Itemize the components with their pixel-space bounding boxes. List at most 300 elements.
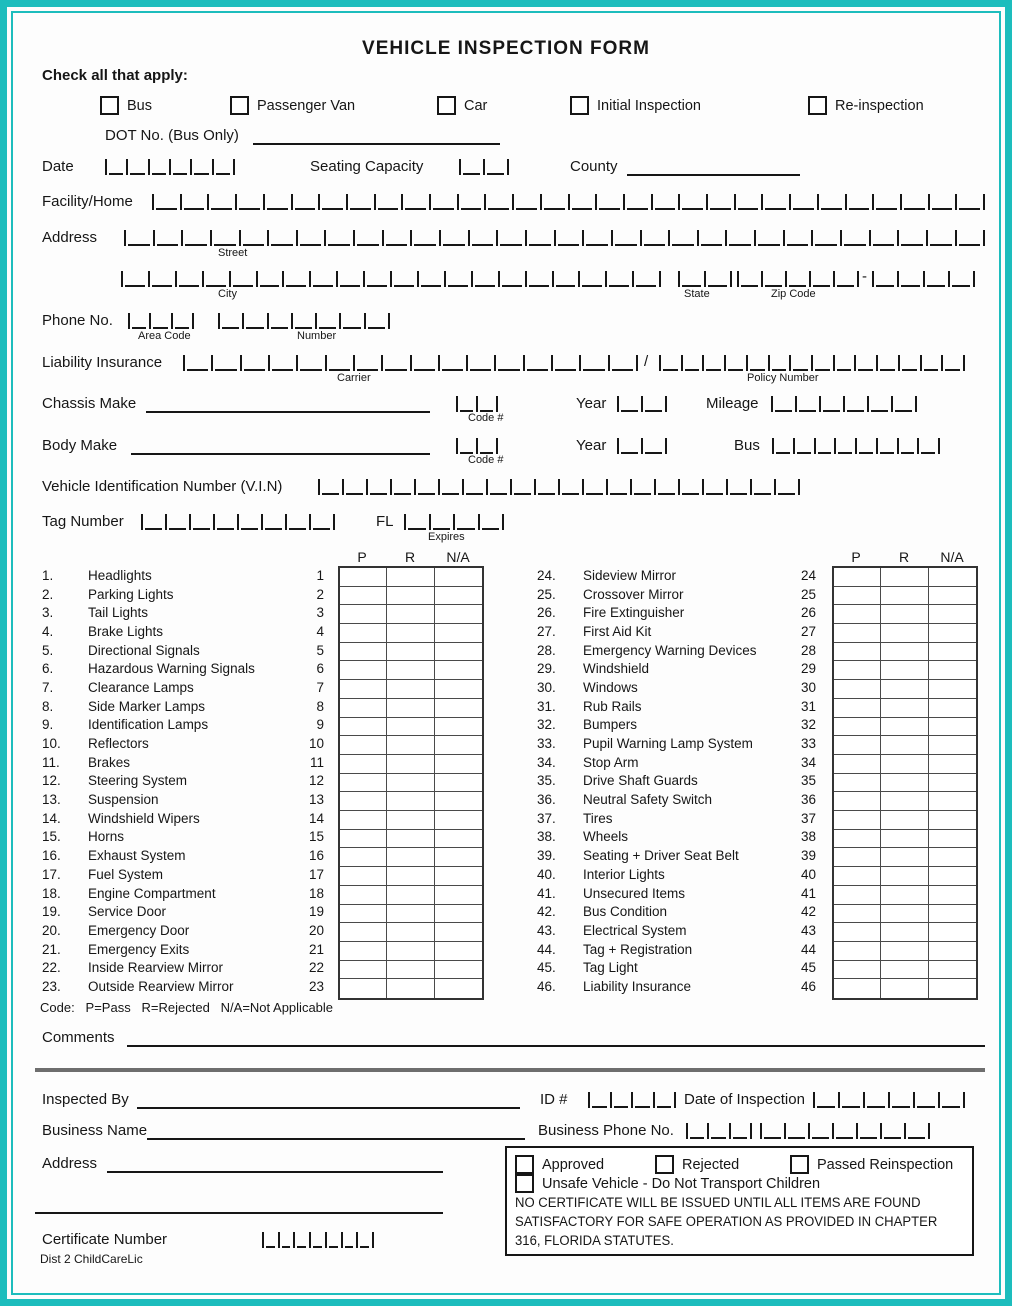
checklist-row bbox=[537, 977, 822, 996]
item-number: 46. bbox=[537, 978, 556, 994]
item-grid-number: 42 bbox=[800, 904, 816, 920]
body-make-label: Body Make bbox=[42, 437, 118, 454]
id-label: ID # bbox=[540, 1091, 568, 1108]
item-number: 39. bbox=[537, 848, 556, 864]
item-label: Crossover Mirror bbox=[583, 586, 684, 602]
item-grid-number: 39 bbox=[800, 848, 816, 864]
item-grid-number: 22 bbox=[308, 960, 324, 976]
item-grid-number: 31 bbox=[800, 698, 816, 714]
re-inspection-checkbox[interactable] bbox=[808, 96, 827, 115]
header-r: R bbox=[404, 549, 416, 565]
item-grid-number: 14 bbox=[308, 810, 324, 826]
item-label: Inside Rearview Mirror bbox=[88, 960, 224, 976]
unsafe-vehicle-checkbox[interactable] bbox=[515, 1174, 534, 1193]
code-legend: Code: P=Pass R=Rejected N/A=Not Applicable bbox=[40, 1000, 334, 1015]
item-grid-number: 36 bbox=[800, 792, 816, 808]
item-grid-number: 18 bbox=[308, 885, 324, 901]
item-number: 33. bbox=[537, 736, 556, 752]
checklist-left bbox=[42, 566, 330, 996]
item-label: Identification Lamps bbox=[88, 717, 209, 733]
item-label: Exhaust System bbox=[88, 848, 186, 864]
facility-home-label: Facility/Home bbox=[42, 193, 133, 210]
policy-number-field[interactable] bbox=[659, 355, 965, 371]
item-label: Neutral Safety Switch bbox=[583, 792, 713, 808]
checklist-row bbox=[42, 958, 330, 977]
grid-header-left bbox=[338, 549, 482, 565]
item-grid-number: 29 bbox=[800, 661, 816, 677]
item-number: 6. bbox=[42, 661, 54, 677]
checklist-row bbox=[42, 697, 330, 716]
number-sublabel: Number bbox=[297, 330, 337, 342]
item-grid-number: 1 bbox=[316, 567, 324, 583]
checklist-row bbox=[537, 809, 822, 828]
item-number: 18. bbox=[42, 885, 61, 901]
body-code-field[interactable] bbox=[456, 438, 498, 454]
item-number: 37. bbox=[537, 810, 556, 826]
item-label: Rub Rails bbox=[583, 698, 642, 714]
dot-number-label: DOT No. (Bus Only) bbox=[105, 127, 239, 144]
passenger-van-label: Passenger Van bbox=[257, 97, 356, 114]
phone-number-field[interactable] bbox=[218, 313, 390, 329]
checklist-row bbox=[537, 678, 822, 697]
checklist-row bbox=[537, 566, 822, 585]
chassis-year-field[interactable] bbox=[617, 396, 667, 412]
item-number: 21. bbox=[42, 941, 61, 957]
checklist-row bbox=[42, 828, 330, 847]
approved-checkbox[interactable] bbox=[515, 1155, 534, 1174]
item-number: 35. bbox=[537, 773, 556, 789]
item-label: Interior Lights bbox=[583, 866, 665, 882]
bus-checkbox[interactable] bbox=[100, 96, 119, 115]
bus-number-label: Bus bbox=[734, 437, 760, 454]
item-grid-number: 37 bbox=[800, 810, 816, 826]
item-grid-number: 38 bbox=[800, 829, 816, 845]
item-label: Tires bbox=[583, 810, 613, 826]
inspected-by-line[interactable] bbox=[137, 1107, 520, 1109]
inspected-by-label: Inspected By bbox=[42, 1091, 129, 1108]
item-label: Directional Signals bbox=[88, 642, 200, 658]
checklist-row bbox=[42, 678, 330, 697]
item-number: 22. bbox=[42, 960, 61, 976]
item-grid-number: 45 bbox=[800, 960, 816, 976]
item-grid-number: 16 bbox=[308, 848, 324, 864]
dist-footnote: Dist 2 ChildCareLic bbox=[40, 1252, 143, 1266]
header-na: N/A bbox=[940, 549, 964, 565]
checklist-row bbox=[42, 734, 330, 753]
phone-label: Phone No. bbox=[42, 312, 113, 329]
address-state-field[interactable] bbox=[678, 271, 732, 287]
business-phone-label: Business Phone No. bbox=[538, 1122, 674, 1139]
checklist-row bbox=[42, 977, 330, 996]
item-grid-number: 19 bbox=[308, 904, 324, 920]
inspection-result-box bbox=[505, 1146, 974, 1256]
checklist-row bbox=[42, 716, 330, 735]
item-grid-number: 2 bbox=[316, 586, 324, 602]
date-label: Date bbox=[42, 158, 74, 175]
item-label: Clearance Lamps bbox=[88, 679, 194, 695]
initial-inspection-label: Initial Inspection bbox=[597, 97, 701, 114]
city-sublabel: City bbox=[218, 288, 237, 300]
expires-sublabel: Expires bbox=[428, 531, 465, 543]
header-p: P bbox=[851, 549, 861, 565]
item-label: Steering System bbox=[88, 773, 188, 789]
item-label: Sideview Mirror bbox=[583, 567, 677, 583]
car-label: Car bbox=[464, 97, 488, 114]
item-label: Fire Extinguisher bbox=[583, 605, 685, 621]
checklist-row bbox=[42, 809, 330, 828]
id-field[interactable] bbox=[588, 1092, 676, 1108]
address-zip5-field[interactable] bbox=[737, 271, 859, 287]
vin-field[interactable] bbox=[318, 479, 800, 495]
item-label: Tail Lights bbox=[88, 605, 149, 621]
item-number: 25. bbox=[537, 586, 556, 602]
initial-inspection-option bbox=[570, 96, 701, 115]
certificate-notice-line-1: NO CERTIFICATE WILL BE ISSUED UNTIL ALL ITEMS ARE FOUND bbox=[515, 1195, 921, 1210]
checklist-row bbox=[42, 921, 330, 940]
item-number: 2. bbox=[42, 586, 54, 602]
item-number: 32. bbox=[537, 717, 556, 733]
item-label: Bus Condition bbox=[583, 904, 668, 920]
date-field[interactable] bbox=[105, 159, 235, 175]
item-number: 26. bbox=[537, 605, 556, 621]
item-grid-number: 30 bbox=[800, 679, 816, 695]
item-number: 45. bbox=[537, 960, 556, 976]
checklist-row bbox=[42, 641, 330, 660]
passed-reinspection-checkbox[interactable] bbox=[790, 1155, 809, 1174]
item-label: Parking Lights bbox=[88, 586, 174, 602]
item-number: 4. bbox=[42, 623, 54, 639]
item-grid-number: 43 bbox=[800, 922, 816, 938]
item-number: 36. bbox=[537, 792, 556, 808]
item-grid-number: 7 bbox=[316, 679, 324, 695]
item-number: 15. bbox=[42, 829, 61, 845]
item-number: 9. bbox=[42, 717, 54, 733]
seating-capacity-field[interactable] bbox=[459, 159, 509, 175]
item-label: Pupil Warning Lamp System bbox=[583, 736, 753, 752]
comments-label: Comments bbox=[42, 1029, 115, 1046]
item-number: 1. bbox=[42, 567, 54, 583]
item-grid-number: 24 bbox=[800, 567, 816, 583]
item-label: First Aid Kit bbox=[583, 623, 652, 639]
item-label: Bumpers bbox=[583, 717, 638, 733]
checklist-row bbox=[42, 902, 330, 921]
rejected-checkbox[interactable] bbox=[655, 1155, 674, 1174]
item-number: 23. bbox=[42, 978, 61, 994]
item-label: Tag Light bbox=[583, 960, 638, 976]
item-number: 14. bbox=[42, 810, 61, 826]
rejected-label: Rejected bbox=[682, 1156, 740, 1173]
chassis-make-line[interactable] bbox=[146, 411, 430, 413]
tag-expires-field[interactable] bbox=[404, 514, 504, 530]
item-grid-number: 8 bbox=[316, 698, 324, 714]
footer-address-line-2[interactable] bbox=[35, 1212, 443, 1214]
item-grid-number: 10 bbox=[308, 736, 324, 752]
item-grid-number: 27 bbox=[800, 623, 816, 639]
tag-number-field[interactable] bbox=[141, 514, 335, 530]
item-number: 30. bbox=[537, 679, 556, 695]
passenger-van-checkbox[interactable] bbox=[230, 96, 249, 115]
checklist-row bbox=[537, 921, 822, 940]
item-grid-number: 46 bbox=[800, 978, 816, 994]
item-number: 41. bbox=[537, 885, 556, 901]
checklist-row bbox=[537, 828, 822, 847]
checklist-right bbox=[537, 566, 822, 996]
item-label: Hazardous Warning Signals bbox=[88, 661, 255, 677]
liability-insurance-label: Liability Insurance bbox=[42, 354, 163, 371]
section-divider bbox=[35, 1068, 985, 1072]
policy-number-sublabel: Policy Number bbox=[747, 372, 819, 384]
item-grid-number: 15 bbox=[308, 829, 324, 845]
checklist-row bbox=[42, 846, 330, 865]
zip-code-sublabel: Zip Code bbox=[771, 288, 816, 300]
business-name-label: Business Name bbox=[42, 1122, 148, 1139]
tag-number-label: Tag Number bbox=[42, 513, 124, 530]
header-na: N/A bbox=[446, 549, 470, 565]
address-zip4-field[interactable] bbox=[872, 271, 975, 287]
checklist-row bbox=[537, 603, 822, 622]
footer-address-label: Address bbox=[42, 1155, 98, 1172]
item-grid-number: 21 bbox=[308, 941, 324, 957]
checklist-row bbox=[537, 697, 822, 716]
checklist-row bbox=[537, 940, 822, 959]
item-label: Windows bbox=[583, 679, 638, 695]
initial-inspection-checkbox[interactable] bbox=[570, 96, 589, 115]
seating-capacity-label: Seating Capacity bbox=[310, 158, 424, 175]
item-label: Brakes bbox=[88, 754, 131, 770]
date-of-inspection-label: Date of Inspection bbox=[684, 1091, 805, 1108]
item-grid-number: 9 bbox=[316, 717, 324, 733]
check-grid-right[interactable] bbox=[832, 566, 978, 1000]
date-of-inspection-field[interactable] bbox=[813, 1092, 965, 1108]
item-grid-number: 17 bbox=[308, 866, 324, 882]
item-label: Headlights bbox=[88, 567, 152, 583]
item-label: Horns bbox=[88, 829, 125, 845]
item-grid-number: 12 bbox=[308, 773, 324, 789]
passed-reinspection-label: Passed Reinspection bbox=[817, 1156, 954, 1173]
item-grid-number: 5 bbox=[316, 642, 324, 658]
checklist-row bbox=[42, 603, 330, 622]
carrier-policy-slash: / bbox=[644, 353, 649, 370]
checklist-row bbox=[537, 772, 822, 791]
item-grid-number: 34 bbox=[800, 754, 816, 770]
checklist-row bbox=[537, 659, 822, 678]
phone-area-code-field[interactable] bbox=[128, 313, 194, 329]
item-grid-number: 13 bbox=[308, 792, 324, 808]
item-number: 19. bbox=[42, 904, 61, 920]
item-label: Wheels bbox=[583, 829, 629, 845]
item-number: 38. bbox=[537, 829, 556, 845]
certificate-number-field[interactable] bbox=[262, 1232, 374, 1248]
item-number: 27. bbox=[537, 623, 556, 639]
county-line[interactable] bbox=[627, 174, 800, 176]
checklist-row bbox=[42, 772, 330, 791]
item-grid-number: 33 bbox=[800, 736, 816, 752]
item-grid-number: 28 bbox=[800, 642, 816, 658]
item-label: Seating + Driver Seat Belt bbox=[583, 848, 739, 864]
item-number: 43. bbox=[537, 922, 556, 938]
rejected-option bbox=[655, 1155, 739, 1174]
header-r: R bbox=[898, 549, 910, 565]
vehicle-type-bus bbox=[100, 96, 152, 115]
item-label: Liability Insurance bbox=[583, 978, 692, 994]
checklist-row bbox=[42, 790, 330, 809]
check-grid-left[interactable] bbox=[338, 566, 484, 1000]
dot-number-line[interactable] bbox=[253, 143, 500, 145]
chassis-make-label: Chassis Make bbox=[42, 395, 137, 412]
checklist-row bbox=[537, 902, 822, 921]
re-inspection-label: Re-inspection bbox=[835, 97, 924, 114]
item-label: Tag + Registration bbox=[583, 941, 693, 957]
car-checkbox[interactable] bbox=[437, 96, 456, 115]
item-label: Service Door bbox=[88, 904, 167, 920]
checklist-row bbox=[537, 884, 822, 903]
item-grid-number: 23 bbox=[308, 978, 324, 994]
item-number: 7. bbox=[42, 679, 54, 695]
bus-label: Bus bbox=[127, 97, 152, 114]
checklist-row bbox=[537, 958, 822, 977]
item-label: Windshield Wipers bbox=[88, 810, 200, 826]
item-number: 8. bbox=[42, 698, 54, 714]
vehicle-type-passenger-van bbox=[230, 96, 355, 115]
area-code-sublabel: Area Code bbox=[138, 330, 191, 342]
item-label: Suspension bbox=[88, 792, 159, 808]
checklist-row bbox=[537, 790, 822, 809]
business-name-line[interactable] bbox=[147, 1138, 525, 1140]
item-number: 44. bbox=[537, 941, 556, 957]
checklist-row bbox=[537, 734, 822, 753]
checklist-row bbox=[537, 865, 822, 884]
item-number: 42. bbox=[537, 904, 556, 920]
facility-home-field[interactable] bbox=[152, 194, 985, 210]
approved-option bbox=[515, 1155, 604, 1174]
business-phone-number-field[interactable] bbox=[760, 1123, 930, 1139]
checklist-row bbox=[42, 585, 330, 604]
item-grid-number: 4 bbox=[316, 623, 324, 639]
item-number: 29. bbox=[537, 661, 556, 677]
checklist-row bbox=[537, 585, 822, 604]
item-grid-number: 41 bbox=[800, 885, 816, 901]
insurance-carrier-field[interactable] bbox=[183, 355, 638, 371]
item-grid-number: 20 bbox=[308, 922, 324, 938]
fl-label: FL bbox=[376, 513, 394, 530]
checklist-row bbox=[537, 641, 822, 660]
item-label: Reflectors bbox=[88, 736, 149, 752]
mileage-label: Mileage bbox=[706, 395, 759, 412]
comments-line[interactable] bbox=[127, 1045, 985, 1047]
item-number: 34. bbox=[537, 754, 556, 770]
item-number: 17. bbox=[42, 866, 61, 882]
item-grid-number: 40 bbox=[800, 866, 816, 882]
item-label: Outside Rearview Mirror bbox=[88, 978, 234, 994]
passed-reinspection-option bbox=[790, 1155, 953, 1174]
header-p: P bbox=[357, 549, 367, 565]
state-sublabel: State bbox=[684, 288, 710, 300]
checklist-row bbox=[42, 622, 330, 641]
item-grid-number: 32 bbox=[800, 717, 816, 733]
certificate-notice-line-2: SATISFACTORY FOR SAFE OPERATION AS PROVIDED IN CHAPTER bbox=[515, 1214, 938, 1229]
certificate-notice-line-3: 316, FLORIDA STATUTES. bbox=[515, 1233, 674, 1248]
item-label: Engine Compartment bbox=[88, 885, 216, 901]
item-label: Drive Shaft Guards bbox=[583, 773, 698, 789]
item-grid-number: 11 bbox=[309, 754, 324, 770]
checklist-row bbox=[42, 659, 330, 678]
zip-dash: - bbox=[862, 268, 867, 285]
item-label: Unsecured Items bbox=[583, 885, 686, 901]
checklist-row bbox=[537, 753, 822, 772]
unsafe-vehicle-label: Unsafe Vehicle - Do Not Transport Children bbox=[542, 1175, 821, 1192]
checklist-row bbox=[42, 865, 330, 884]
checklist-row bbox=[42, 566, 330, 585]
chassis-code-field[interactable] bbox=[456, 396, 498, 412]
item-number: 10. bbox=[42, 736, 61, 752]
item-grid-number: 6 bbox=[316, 661, 324, 677]
item-grid-number: 3 bbox=[316, 605, 324, 621]
chassis-year-label: Year bbox=[576, 395, 607, 412]
item-grid-number: 26 bbox=[800, 605, 816, 621]
item-grid-number: 25 bbox=[800, 586, 816, 602]
body-year-field[interactable] bbox=[617, 438, 667, 454]
checklist-row bbox=[42, 753, 330, 772]
street-sublabel: Street bbox=[218, 247, 248, 259]
checklist-row bbox=[537, 846, 822, 865]
item-number: 20. bbox=[42, 922, 61, 938]
body-code-sublabel: Code # bbox=[468, 454, 504, 466]
item-label: Emergency Exits bbox=[88, 941, 190, 957]
bus-number-field[interactable] bbox=[772, 438, 940, 454]
item-label: Brake Lights bbox=[88, 623, 164, 639]
item-label: Side Marker Lamps bbox=[88, 698, 206, 714]
item-grid-number: 35 bbox=[800, 773, 816, 789]
vin-label: Vehicle Identification Number (V.I.N) bbox=[42, 478, 283, 495]
unsafe-vehicle-option bbox=[515, 1174, 820, 1193]
footer-address-line-1[interactable] bbox=[107, 1171, 443, 1173]
checklist-row bbox=[42, 884, 330, 903]
item-number: 16. bbox=[42, 848, 61, 864]
mileage-field[interactable] bbox=[771, 396, 917, 412]
body-year-label: Year bbox=[576, 437, 607, 454]
re-inspection-option bbox=[808, 96, 924, 115]
county-label: County bbox=[570, 158, 618, 175]
item-label: Electrical System bbox=[583, 922, 687, 938]
item-number: 31. bbox=[537, 698, 556, 714]
address-street-field[interactable] bbox=[124, 230, 985, 246]
address-city-field[interactable] bbox=[121, 271, 661, 287]
business-phone-area-field[interactable] bbox=[686, 1123, 752, 1139]
item-number: 28. bbox=[537, 642, 556, 658]
item-label: Emergency Warning Devices bbox=[583, 642, 757, 658]
checklist-row bbox=[537, 622, 822, 641]
checklist-row bbox=[537, 716, 822, 735]
certificate-number-label: Certificate Number bbox=[42, 1231, 168, 1248]
checklist-row bbox=[42, 940, 330, 959]
vehicle-type-car bbox=[437, 96, 487, 115]
item-number: 13. bbox=[42, 792, 61, 808]
carrier-sublabel: Carrier bbox=[337, 372, 371, 384]
item-label: Stop Arm bbox=[583, 754, 639, 770]
item-grid-number: 44 bbox=[800, 941, 816, 957]
item-number: 11. bbox=[42, 754, 60, 770]
check-all-instruction: Check all that apply: bbox=[42, 67, 188, 84]
item-number: 24. bbox=[537, 567, 556, 583]
item-label: Emergency Door bbox=[88, 922, 190, 938]
chassis-code-sublabel: Code # bbox=[468, 412, 504, 424]
item-number: 5. bbox=[42, 642, 54, 658]
body-make-line[interactable] bbox=[131, 453, 430, 455]
item-label: Fuel System bbox=[88, 866, 164, 882]
item-number: 3. bbox=[42, 605, 54, 621]
approved-label: Approved bbox=[542, 1156, 605, 1173]
address-label: Address bbox=[42, 229, 98, 246]
